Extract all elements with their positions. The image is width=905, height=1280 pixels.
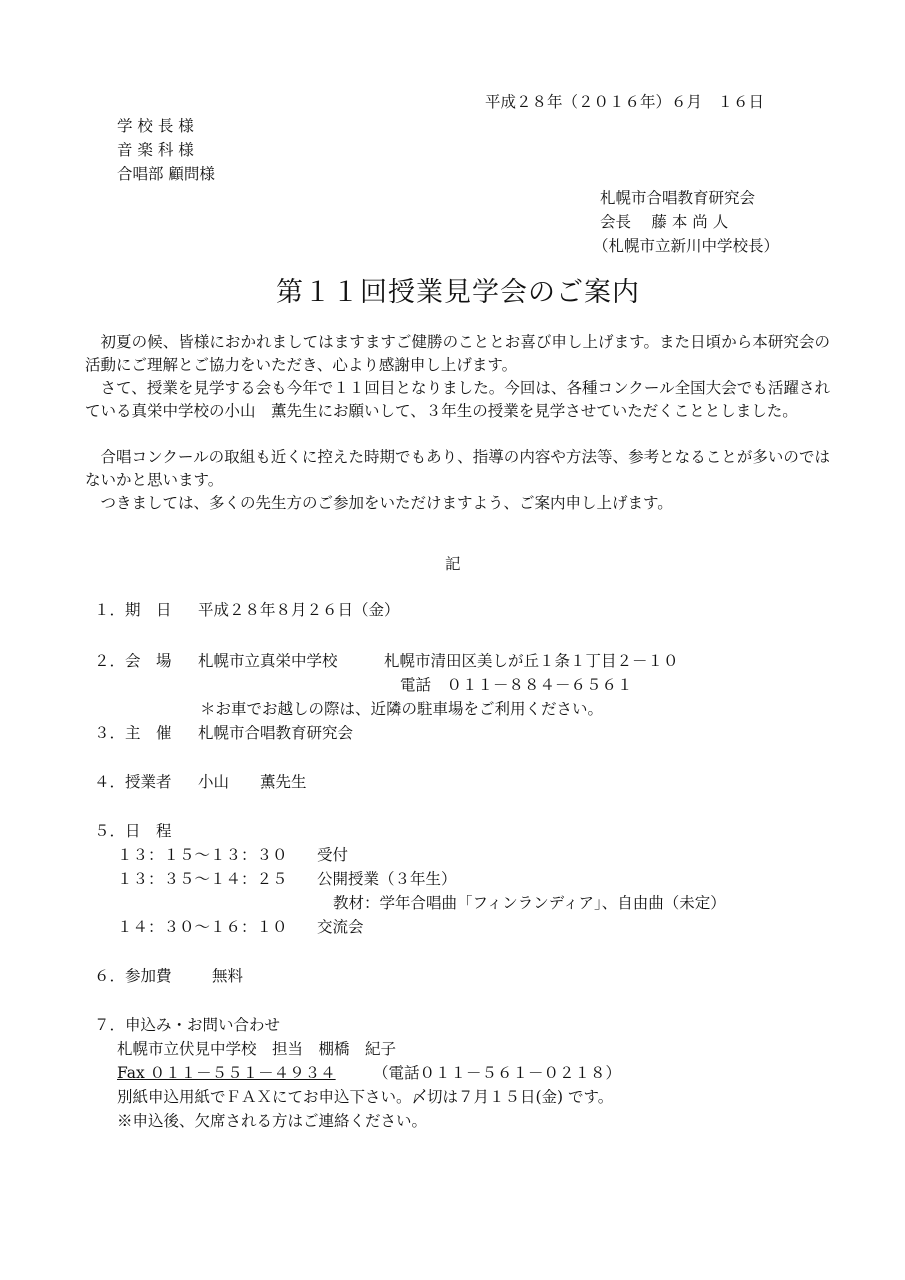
item-venue-label: ２．会 場 <box>94 652 172 670</box>
sender-affiliation: （札幌市立新川中学校長） <box>593 237 780 255</box>
body-paragraph-purpose: 合唱コンクールの取組も近くに控えた時期でもあり、指導の内容や方法等、参考となることが多いのではないかと思います。 <box>85 448 830 489</box>
item-schedule-label: ５．日 程 <box>94 822 172 840</box>
contact-fax: Fax ０１１－５５１－４９３４ <box>117 1064 336 1082</box>
item-fee-value: 無料 <box>212 967 244 985</box>
item-date-value: 平成２８年８月２６日（金） <box>198 601 400 619</box>
body-paragraph-invitation: つきましては、多くの先生方のご参加をいただけますよう、ご案内申し上げます。 <box>100 494 673 512</box>
body-paragraph-greeting: 初夏の候、皆様におかれましてはますますご健勝のこととお喜び申し上げます。また日頃から本研究会の活動にご理解とご協力をいただき、心より感謝申し上げます。 <box>85 333 830 374</box>
document-title: 第１１回授業見学会のご案内 <box>276 277 640 308</box>
contact-cancel-note: ※申込後、欠席される方はご連絡ください。 <box>117 1112 428 1130</box>
item-teacher-value: 小山 薫先生 <box>198 773 307 791</box>
item-contact-label: ７．申込み・お問い合わせ <box>94 1016 281 1034</box>
item-date-label: １．期 日 <box>94 601 172 619</box>
schedule-time-exchange: １４：３０～１６：１０ <box>117 918 288 936</box>
sender-organization: 札幌市合唱教育研究会 <box>600 189 756 207</box>
item-host-value: 札幌市合唱教育研究会 <box>198 724 354 742</box>
document-date: 平成２８年（２０１６年）６月 １６日 <box>485 93 765 111</box>
item-fee-label: ６．参加費 <box>94 967 172 985</box>
schedule-material: 教材：学年合唱曲「フィンランディア」、自由曲（未定） <box>333 894 726 912</box>
recipient-music-dept: 音 楽 科 様 <box>117 141 194 159</box>
sender-name: 会長 藤 本 尚 人 <box>600 213 729 231</box>
item-venue-name: 札幌市立真栄中学校 <box>198 652 338 670</box>
schedule-event-exchange: 交流会 <box>317 918 364 936</box>
item-venue-address: 札幌市清田区美しが丘１条１丁目２－１０ <box>384 652 679 670</box>
contact-instruction: 別紙申込用紙でＦＡＸにてお申込下さい。〆切は７月１５日(金) です。 <box>117 1088 614 1106</box>
schedule-event-open-class: 公開授業（３年生） <box>317 870 457 888</box>
item-teacher-label: ４．授業者 <box>94 773 172 791</box>
contact-school: 札幌市立伏見中学校 担当 棚橋 紀子 <box>117 1040 397 1058</box>
item-host-label: ３．主 催 <box>94 724 172 742</box>
item-venue-parking-note: ＊お車でお越しの際は、近隣の駐車場をご利用ください。 <box>200 700 604 718</box>
contact-tel: （電話０１１－５６１－０２１８） <box>373 1064 622 1082</box>
item-venue-phone: 電話 ０１１－８８４－６５６１ <box>400 676 633 694</box>
schedule-time-open-class: １３：３５～１４：２５ <box>117 870 288 888</box>
body-paragraph-event: さて、授業を見学する会も今年で１１回目となりました。今回は、各種コンクール全国大会でも活躍されている真栄中学校の小山 薫先生にお願いして、３年生の授業を見学させていただくこととしました。 <box>85 379 830 420</box>
schedule-event-reception: 受付 <box>317 846 349 864</box>
ki-heading: 記 <box>445 555 461 573</box>
recipient-choir-advisor: 合唱部 顧問様 <box>117 165 215 183</box>
recipient-principal: 学 校 長 様 <box>117 117 194 135</box>
schedule-time-reception: １３：１５～１３：３０ <box>117 846 288 864</box>
